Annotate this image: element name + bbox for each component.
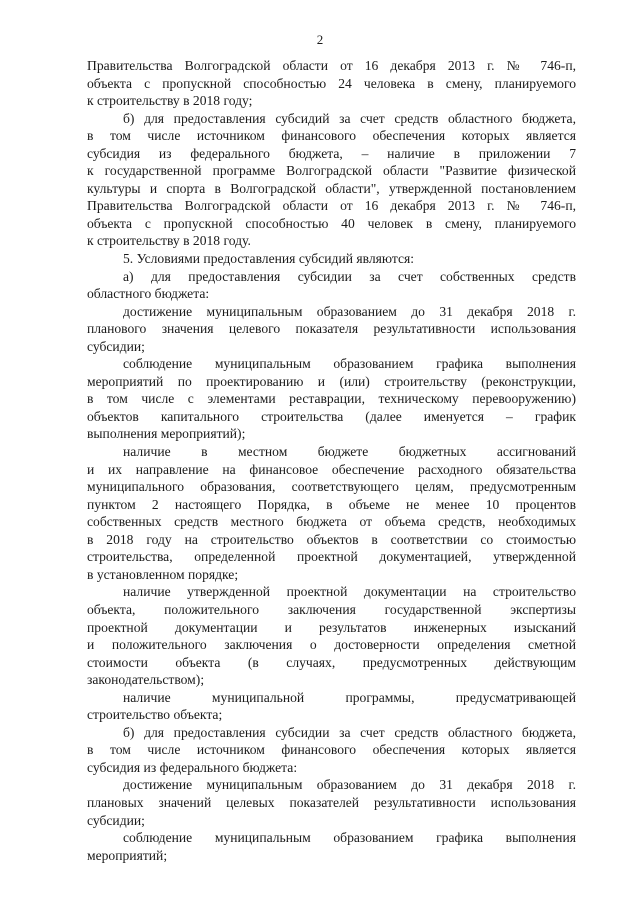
document-line: объектов капитального строительства (далее именуется – график: [87, 408, 576, 424]
document-line: объекта с пропускной способностью 40 человек в смену, планируемого: [87, 215, 576, 231]
document-line: в том числе источником финансового обеспечения которых является: [87, 742, 576, 758]
document-line: достижение муниципальным образованием до 31 декабря 2018 г.: [123, 303, 576, 319]
document-line: Правительства Волгоградской области от 16 декабря 2013 г. № 746-п,: [87, 58, 576, 73]
document-line: к строительству в 2018 году.: [87, 233, 251, 249]
document-line: в том числе источником финансового обеспечения которых является: [87, 128, 576, 144]
document-line: муниципального образования, соответствующего целям, предусмотренным: [87, 479, 576, 495]
document-line: мероприятий;: [87, 847, 168, 863]
document-line: б) для предоставления субсидий за счет средств областного бюджета,: [123, 110, 576, 126]
document-line: субсидии;: [87, 812, 145, 828]
document-line: мероприятий по проектированию и (или) строительству (реконструкции,: [87, 373, 576, 389]
document-line: строительство объекта;: [87, 707, 223, 723]
document-line: наличие в местном бюджете бюджетных ассигнований: [123, 444, 576, 460]
document-line: Правительства Волгоградской области от 16 декабря 2013 г. № 746-п,: [87, 198, 576, 214]
page-number: 2: [316, 32, 324, 47]
document-line: к государственной программе Волгоградской области "Развитие физической: [87, 163, 576, 179]
document-line: в том числе с элементами реставрации, техническому перевооружению): [87, 391, 576, 407]
document-line: областного бюджета:: [87, 286, 210, 302]
document-line: объекта с пропускной способностью 24 человека в смену, планируемого: [87, 75, 576, 91]
document-line: культуры и спорта в Волгоградской области", утвержденной постановлением: [87, 180, 576, 196]
document-line: субсидия из федерального бюджета, – наличие в приложении 7: [87, 145, 576, 161]
document-line: достижение муниципальным образованием до 31 декабря 2018 г.: [123, 777, 576, 793]
document-line: а) для предоставления субсидии за счет собственных средств: [123, 268, 576, 284]
document-line: наличие утвержденной проектной документации на строительство: [123, 584, 576, 600]
document-line: в 2018 году на строительство объектов в соответствии со стоимостью: [87, 531, 576, 547]
document-line: объекта, положительного заключения государственной экспертизы: [87, 601, 576, 617]
document-line: 5. Условиями предоставления субсидий являются:: [123, 251, 415, 267]
document-line: соблюдение муниципальным образованием графика выполнения: [123, 830, 576, 846]
document-line: в установленном порядке;: [87, 566, 239, 582]
document-line: пунктом 2 настоящего Порядка, в объеме не менее 10 процентов: [87, 496, 576, 512]
document-line: законодательством);: [87, 672, 205, 688]
document-line: соблюдение муниципальным образованием графика выполнения: [123, 356, 576, 372]
document-line: и положительного заключения о достоверности определения сметной: [87, 637, 576, 653]
document-line: субсидии;: [87, 338, 145, 354]
document-line: к строительству в 2018 году;: [87, 93, 253, 109]
document-line: планового значения целевого показателя результативности использования: [87, 321, 576, 337]
document-line: б) для предоставления субсидии за счет средств областного бюджета,: [123, 724, 576, 740]
document-line: выполнения мероприятий);: [87, 426, 246, 442]
document-body: [87, 57, 576, 864]
document-line: стоимости объекта (в случаях, предусмотренных действующим: [87, 654, 576, 670]
document-line: строительства, определенной проектной документацией, утвержденной: [87, 549, 576, 565]
document-line: проектной документации и результатов инженерных изысканий: [87, 619, 576, 635]
document-line: и их направление на финансовое обеспечение расходного обязательства: [87, 461, 576, 477]
document-line: субсидия из федерального бюджета:: [87, 759, 298, 775]
document-line: собственных средств местного бюджета от объема средств, необходимых: [87, 514, 576, 530]
document-line: плановых значений целевых показателей результативности использования: [87, 794, 576, 810]
document-line: наличие муниципальной программы, предусматривающей: [123, 689, 576, 705]
